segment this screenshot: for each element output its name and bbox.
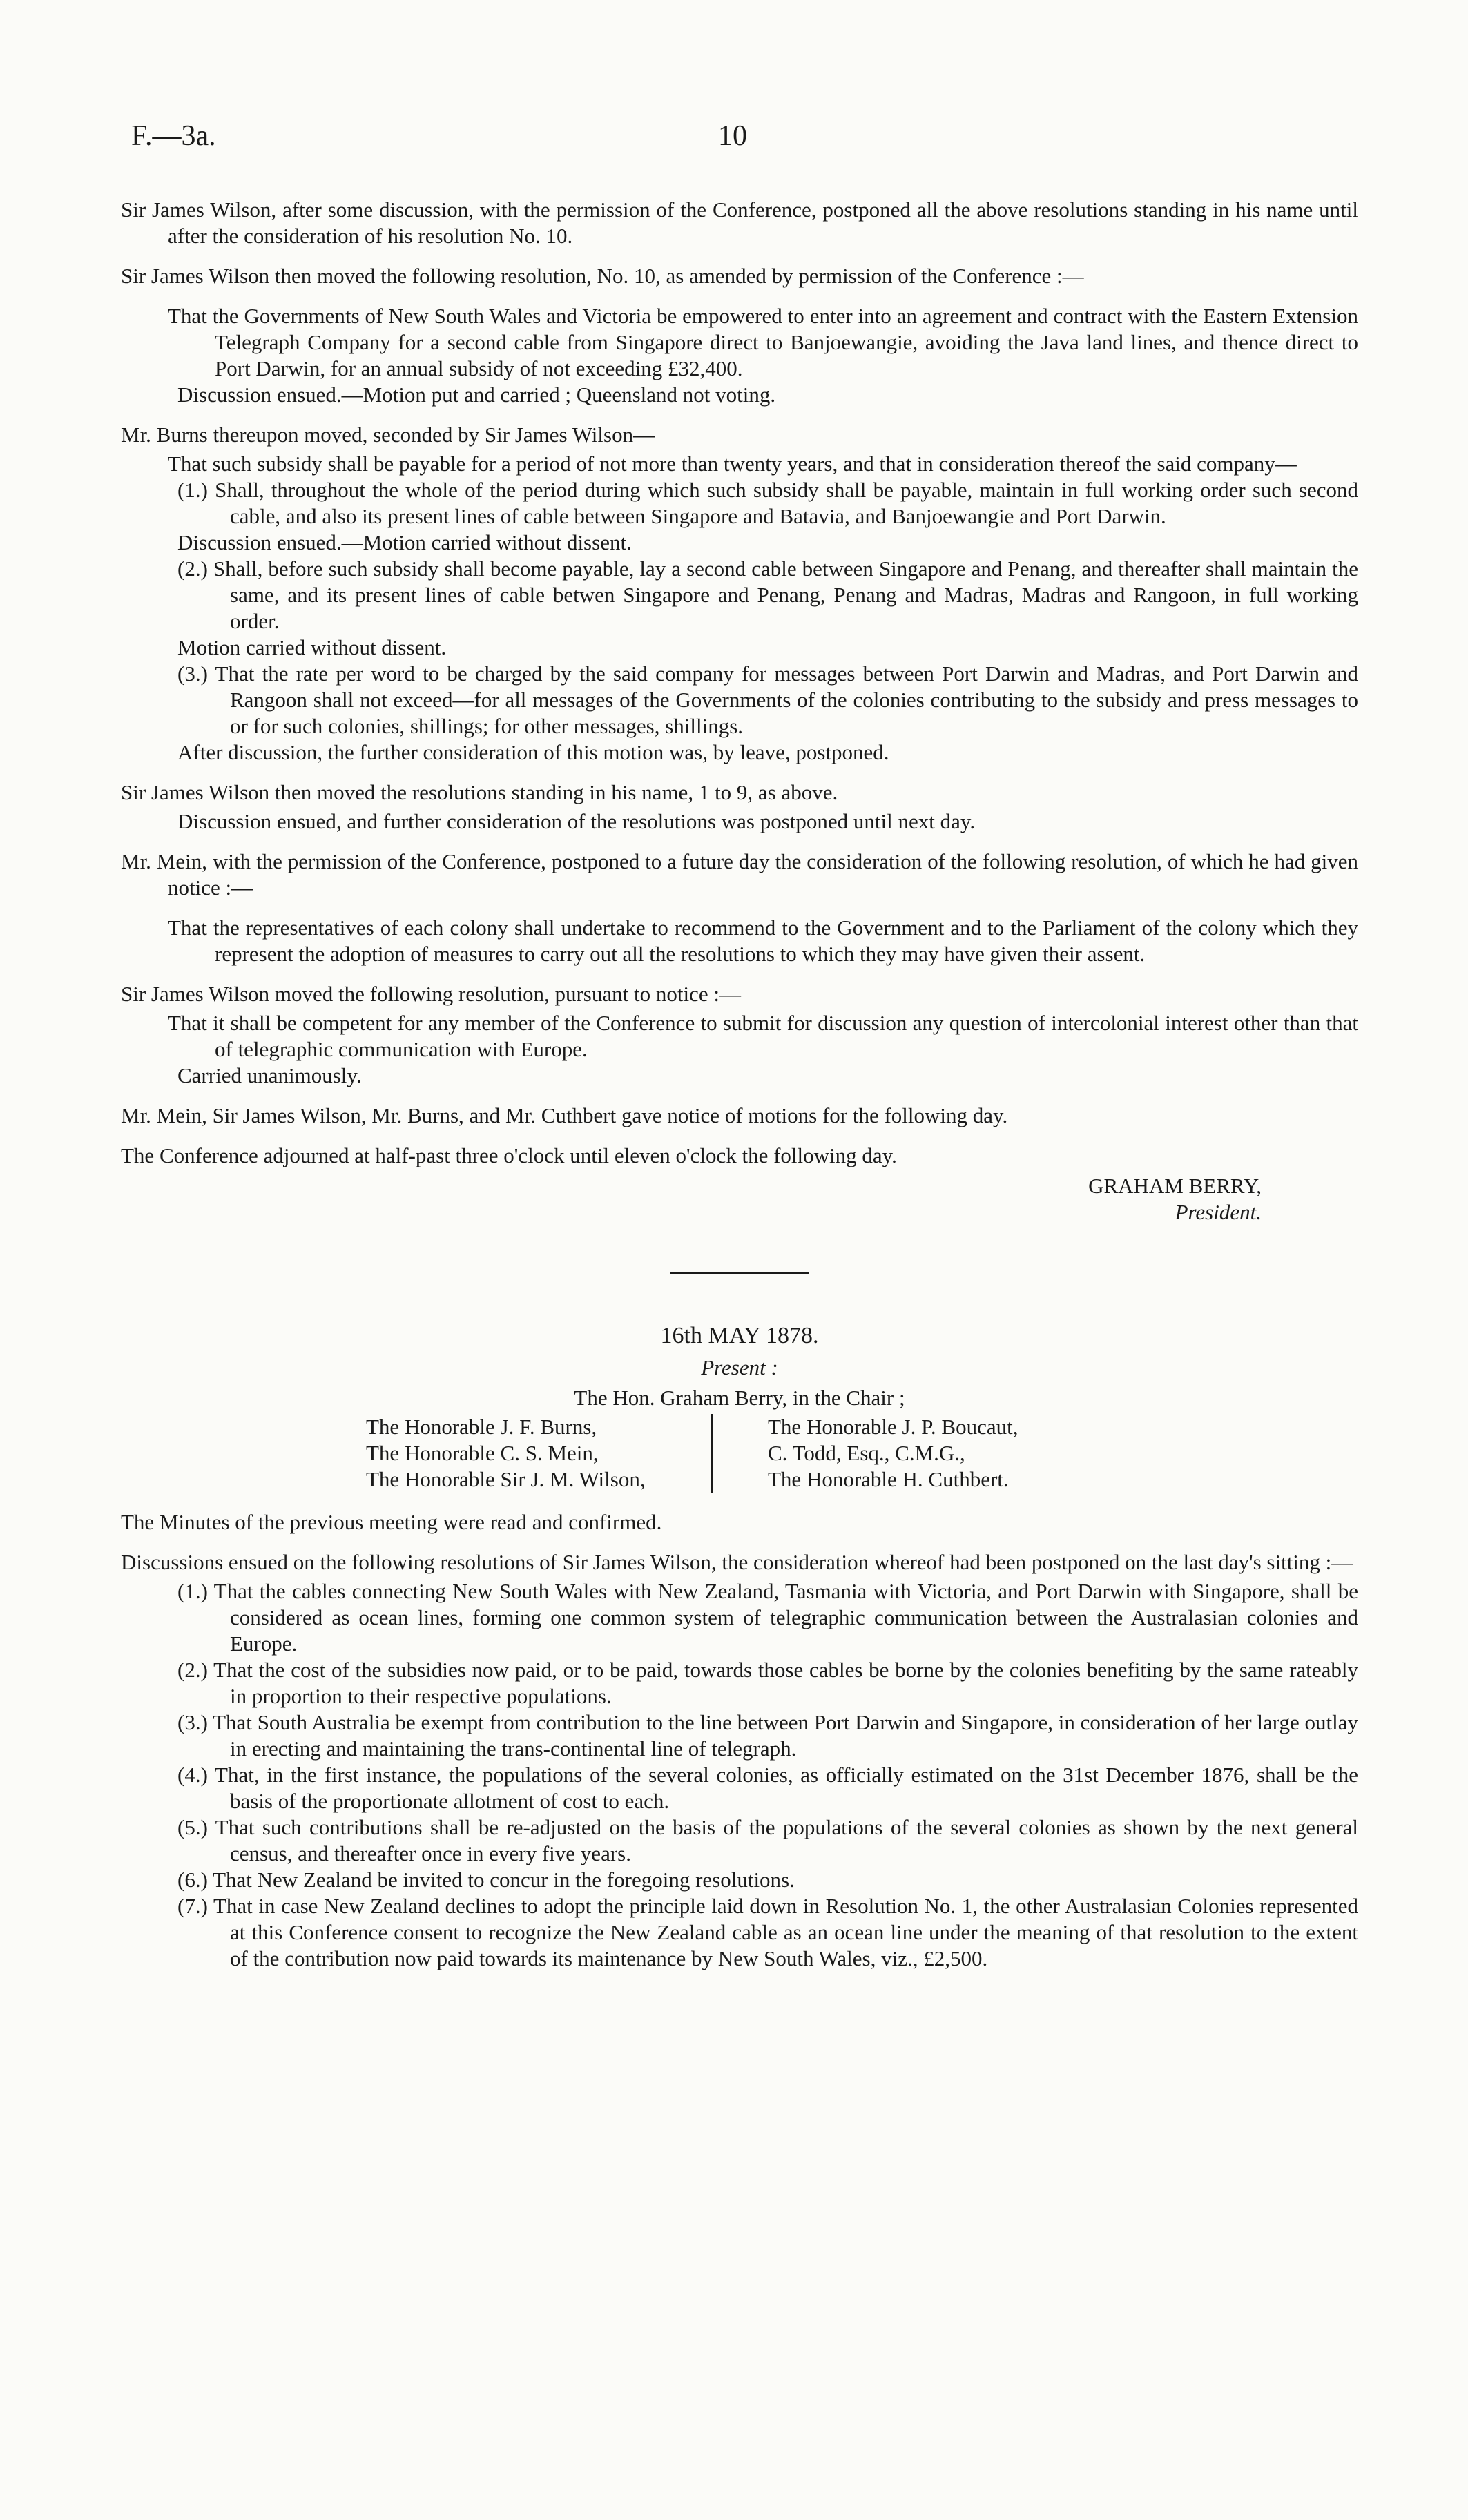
numbered-resolution: (1.) Shall, throughout the whole of the period during which such subsidy shall be payable, maintain in full working order such second cable, and also its present lines of cable between Singapore and Batavia, and Banjoewangie and Port Darwin. <box>177 478 1358 528</box>
member-name: The Honorable Sir J. M. Wilson, <box>366 1467 646 1491</box>
paper-reference: F.—3a. <box>131 120 216 152</box>
members-right-column <box>711 1414 1251 1493</box>
page-number: 10 <box>718 120 747 152</box>
signature-name: GRAHAM BERRY, <box>1088 1174 1262 1198</box>
minutes-paragraph: Mr. Mein, with the permission of the Conference, postponed to a future day the consideration of the following resolution, of which he had given notice :— <box>121 849 1358 900</box>
numbered-resolution: (2.) Shall, before such subsidy shall become payable, lay a second cable between Singapore and Penang, and thereafter shall maintain the same, and its present lines of cable betwen Singapore and Penang, Penang and Madras, Madras and Rangoon, in full working order. <box>177 556 1358 633</box>
chair-line: The Hon. Graham Berry, in the Chair ; <box>574 1386 905 1410</box>
numbered-resolution: (6.) That New Zealand be invited to concur in the foregoing resolutions. <box>177 1868 795 1892</box>
present-label: Present : <box>701 1355 778 1379</box>
minutes-section-first <box>121 197 1358 1169</box>
minutes-paragraph: Sir James Wilson then moved the resolutions standing in his name, 1 to 9, as above. <box>121 780 838 804</box>
minutes-paragraph: Discussions ensued on the following resolutions of Sir James Wilson, the consideration whereof had been postponed on the last day's sitting :— <box>121 1550 1353 1574</box>
minutes-paragraph: Mr. Burns thereupon moved, seconded by Sir James Wilson— <box>121 423 655 447</box>
minutes-paragraph: That the representatives of each colony shall undertake to recommend to the Government and to the Parliament of the colony which they represent the adoption of measures to carry out all the resolutions to which they may have given their assent. <box>168 915 1358 966</box>
minutes-paragraph: That the Governments of New South Wales and Victoria be empowered to enter into an agreement and contract with the Eastern Extension Telegraph Company for a second cable from Singapore direct to Banjoewangie, avoiding the Java land lines, and thence direct to Port Darwin, for an annual subsidy of not exceeding £32,400. <box>168 304 1358 380</box>
minutes-paragraph: Carried unanimously. <box>177 1063 362 1087</box>
numbered-resolution: (3.) That the rate per word to be charged by the said company for messages between Port Darwin and Madras, and Port Darwin and Rangoon shall not exceed—for all messages of the Governments of the colonies contributing to the subsidy and press messages to or for such colonies, shillings; for other messages, shillings. <box>177 661 1358 738</box>
signature-role: President. <box>1175 1200 1262 1224</box>
minutes-paragraph: Mr. Mein, Sir James Wilson, Mr. Burns, and Mr. Cuthbert gave notice of motions for the following day. <box>121 1103 1008 1127</box>
minutes-paragraph: Motion carried without dissent. <box>177 635 447 659</box>
minutes-paragraph: The Minutes of the previous meeting were read and confirmed. <box>121 1510 662 1534</box>
numbered-resolution: (7.) That in case New Zealand declines to adopt the principle laid down in Resolution No. 1, the other Australasian Colonies represented at this Conference consent to recognize the New Zealand cable as an ocean line under the meaning of that resolution to the extent of the contribution now paid towards its maintenance by New South Wales, viz., £2,500. <box>177 1894 1358 1970</box>
minutes-paragraph: Discussion ensued.—Motion put and carried ; Queensland not voting. <box>177 382 776 407</box>
minutes-paragraph: That such subsidy shall be payable for a period of not more than twenty years, and that in consideration thereof the said company— <box>168 452 1297 476</box>
minutes-paragraph: After discussion, the further consideration of this motion was, by leave, postponed. <box>177 740 889 764</box>
meeting-date: 16th MAY 1878. <box>660 1323 819 1348</box>
member-name: The Honorable C. S. Mein, <box>366 1441 599 1465</box>
minutes-paragraph: Sir James Wilson moved the following resolution, pursuant to notice :— <box>121 982 741 1006</box>
member-name: C. Todd, Esq., C.M.G., <box>768 1441 965 1465</box>
members-left-column <box>228 1414 711 1493</box>
minutes-paragraph: Discussion ensued.—Motion carried without dissent. <box>177 530 632 554</box>
member-name: The Honorable J. F. Burns, <box>366 1415 597 1439</box>
numbered-resolution: (1.) That the cables connecting New South Wales with New Zealand, Tasmania with Victoria, and Port Darwin with Singapore, shall be considered as ocean lines, forming one common system of telegraphic communication between the Australasian colonies and Europe. <box>177 1579 1358 1656</box>
minutes-paragraph: The Conference adjourned at half-past three o'clock until eleven o'clock the following day. <box>121 1143 897 1167</box>
minutes-section-second <box>121 1509 1358 1972</box>
member-name: The Honorable J. P. Boucaut, <box>768 1415 1018 1439</box>
minutes-paragraph: That it shall be competent for any member of the Conference to submit for discussion any question of intercolonial interest other than that of telegraphic communication with Europe. <box>168 1011 1358 1061</box>
members-list <box>121 1414 1358 1493</box>
member-name: The Honorable H. Cuthbert. <box>768 1467 1009 1491</box>
numbered-resolution: (4.) That, in the first instance, the populations of the several colonies, as officially estimated on the 31st December 1876, shall be the basis of the proportionate allotment of cost to each. <box>177 1763 1358 1813</box>
numbered-resolution: (2.) That the cost of the subsidies now paid, or to be paid, towards those cables be borne by the colonies benefiting by the same rateably in proportion to their respective populations. <box>177 1658 1358 1708</box>
document-body <box>121 197 1358 1972</box>
signature-block <box>121 1173 1358 1225</box>
minutes-paragraph: Sir James Wilson, after some discussion, with the permission of the Conference, postponed all the above resolutions standing in his name until after the consideration of his resolution No. 10. <box>121 197 1358 248</box>
numbered-resolution: (3.) That South Australia be exempt from contribution to the line between Port Darwin and Singapore, in consideration of her large outlay in erecting and maintaining the trans-continental line of telegraph. <box>177 1710 1358 1761</box>
minutes-paragraph: Discussion ensued, and further consideration of the resolutions was postponed until next day. <box>177 809 976 833</box>
minutes-paragraph: Sir James Wilson then moved the following resolution, No. 10, as amended by permission of the Conference :— <box>121 264 1084 288</box>
section-divider <box>670 1272 809 1274</box>
numbered-resolution: (5.) That such contributions shall be re-adjusted on the basis of the populations of the several colonies as shown by the next general census, and thereafter once in every five years. <box>177 1815 1358 1865</box>
